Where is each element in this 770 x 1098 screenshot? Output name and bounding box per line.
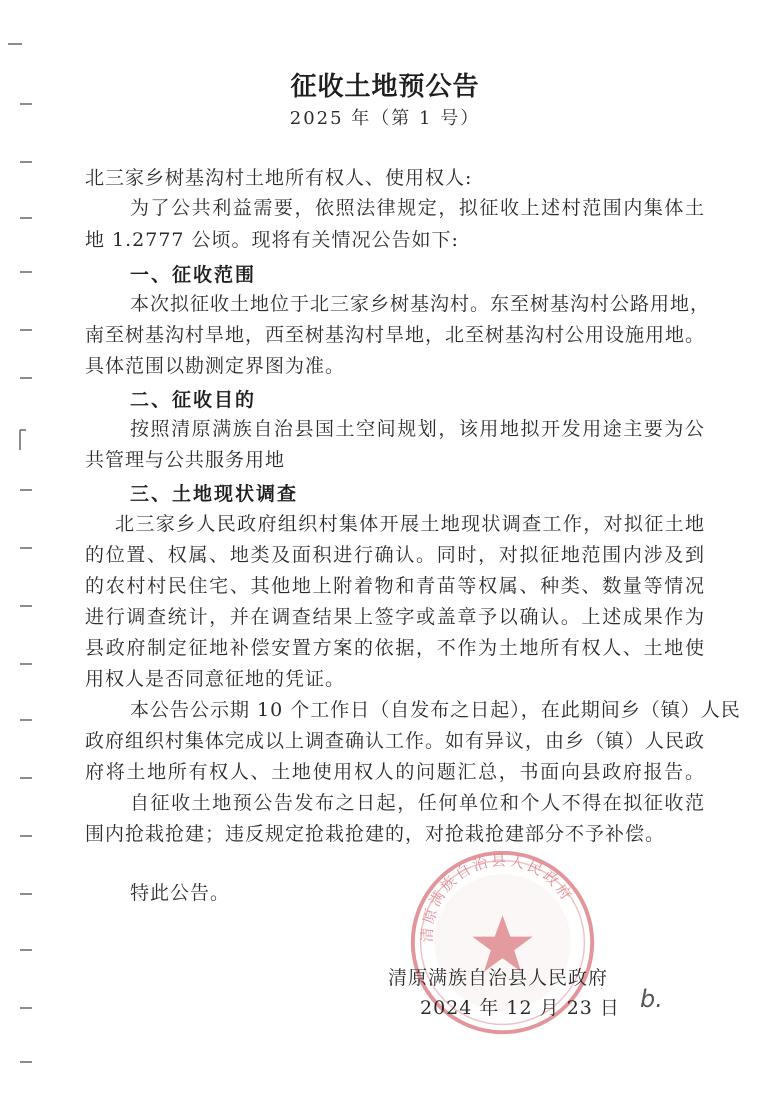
section-heading-survey: 三、土地现状调查	[130, 483, 299, 505]
section-line: 的农村村民住宅、其他地上附着物和青苗等权属、种类、数量等情况	[85, 575, 705, 597]
issue-date: 2024 年 12 月 23 日	[420, 997, 620, 1019]
intro-line: 地 1.2777 公顷。现将有关情况公告如下:	[85, 229, 459, 251]
notice-line: 本公告公示期 10 个工作日（自发布之日起），在此期间乡（镇）人民	[130, 699, 741, 721]
section-heading-scope: 一、征收范围	[130, 264, 257, 286]
section-line: 共管理与公共服务用地	[85, 449, 286, 471]
section-line: 本次拟征收土地位于北三家乡树基沟村。东至树基沟村公路用地，	[130, 293, 711, 315]
svg-text:清原满族自治县人民政府: 清原满族自治县人民政府	[419, 852, 577, 943]
section-line: 的位置、权属、地类及面积进行确认。同时，对拟征地范围内涉及到	[85, 544, 705, 566]
section-line: 北三家乡人民政府组织村集体开展土地现状调查工作，对拟征土地	[115, 513, 705, 535]
notice-number: 2025 年（第 1 号）	[289, 108, 481, 129]
issuer-name: 清原满族自治县人民政府	[388, 967, 609, 989]
restriction-line: 围内抢栽抢建；违反规定抢栽抢建的，对抢栽抢建部分不予补偿。	[85, 823, 666, 845]
section-line: 南至树基沟村旱地，西至树基沟村旱地，北至树基沟村公用设施用地。	[85, 324, 706, 346]
section-line: 具体范围以勘测定界图为准。	[85, 355, 346, 377]
binding-margin-marks	[0, 0, 40, 1098]
section-line: 进行调查统计，并在调查结果上签字或盖章予以确认。上述成果作为	[85, 606, 705, 628]
restriction-line: 自征收土地预公告发布之日起，任何单位和个人不得在拟征收范	[130, 792, 705, 814]
section-heading-purpose: 二、征收目的	[130, 389, 257, 411]
addressee: 北三家乡树基沟村土地所有权人、使用权人:	[85, 167, 473, 189]
section-line: 用权人是否同意征地的凭证。	[85, 668, 346, 690]
handwritten-mark: b.	[640, 985, 663, 1013]
section-line: 按照清原满族自治县国土空间规划，该用地拟开发用途主要为公	[130, 418, 705, 440]
intro-line: 为了公共利益需要，依照法律规定，拟征收上述村范围内集体土	[130, 197, 705, 219]
section-line: 县政府制定征地补偿安置方案的依据，不作为土地所有权人、土地使	[85, 637, 705, 659]
page-title: 征收土地预公告	[290, 72, 480, 102]
notice-line: 政府组织村集体完成以上调查确认工作。如有异议，由乡（镇）人民政	[85, 730, 706, 752]
notice-line: 府将土地所有权人、土地使用权人的问题汇总，书面向县政府报告。	[85, 761, 705, 783]
closing-text: 特此公告。	[130, 882, 231, 904]
